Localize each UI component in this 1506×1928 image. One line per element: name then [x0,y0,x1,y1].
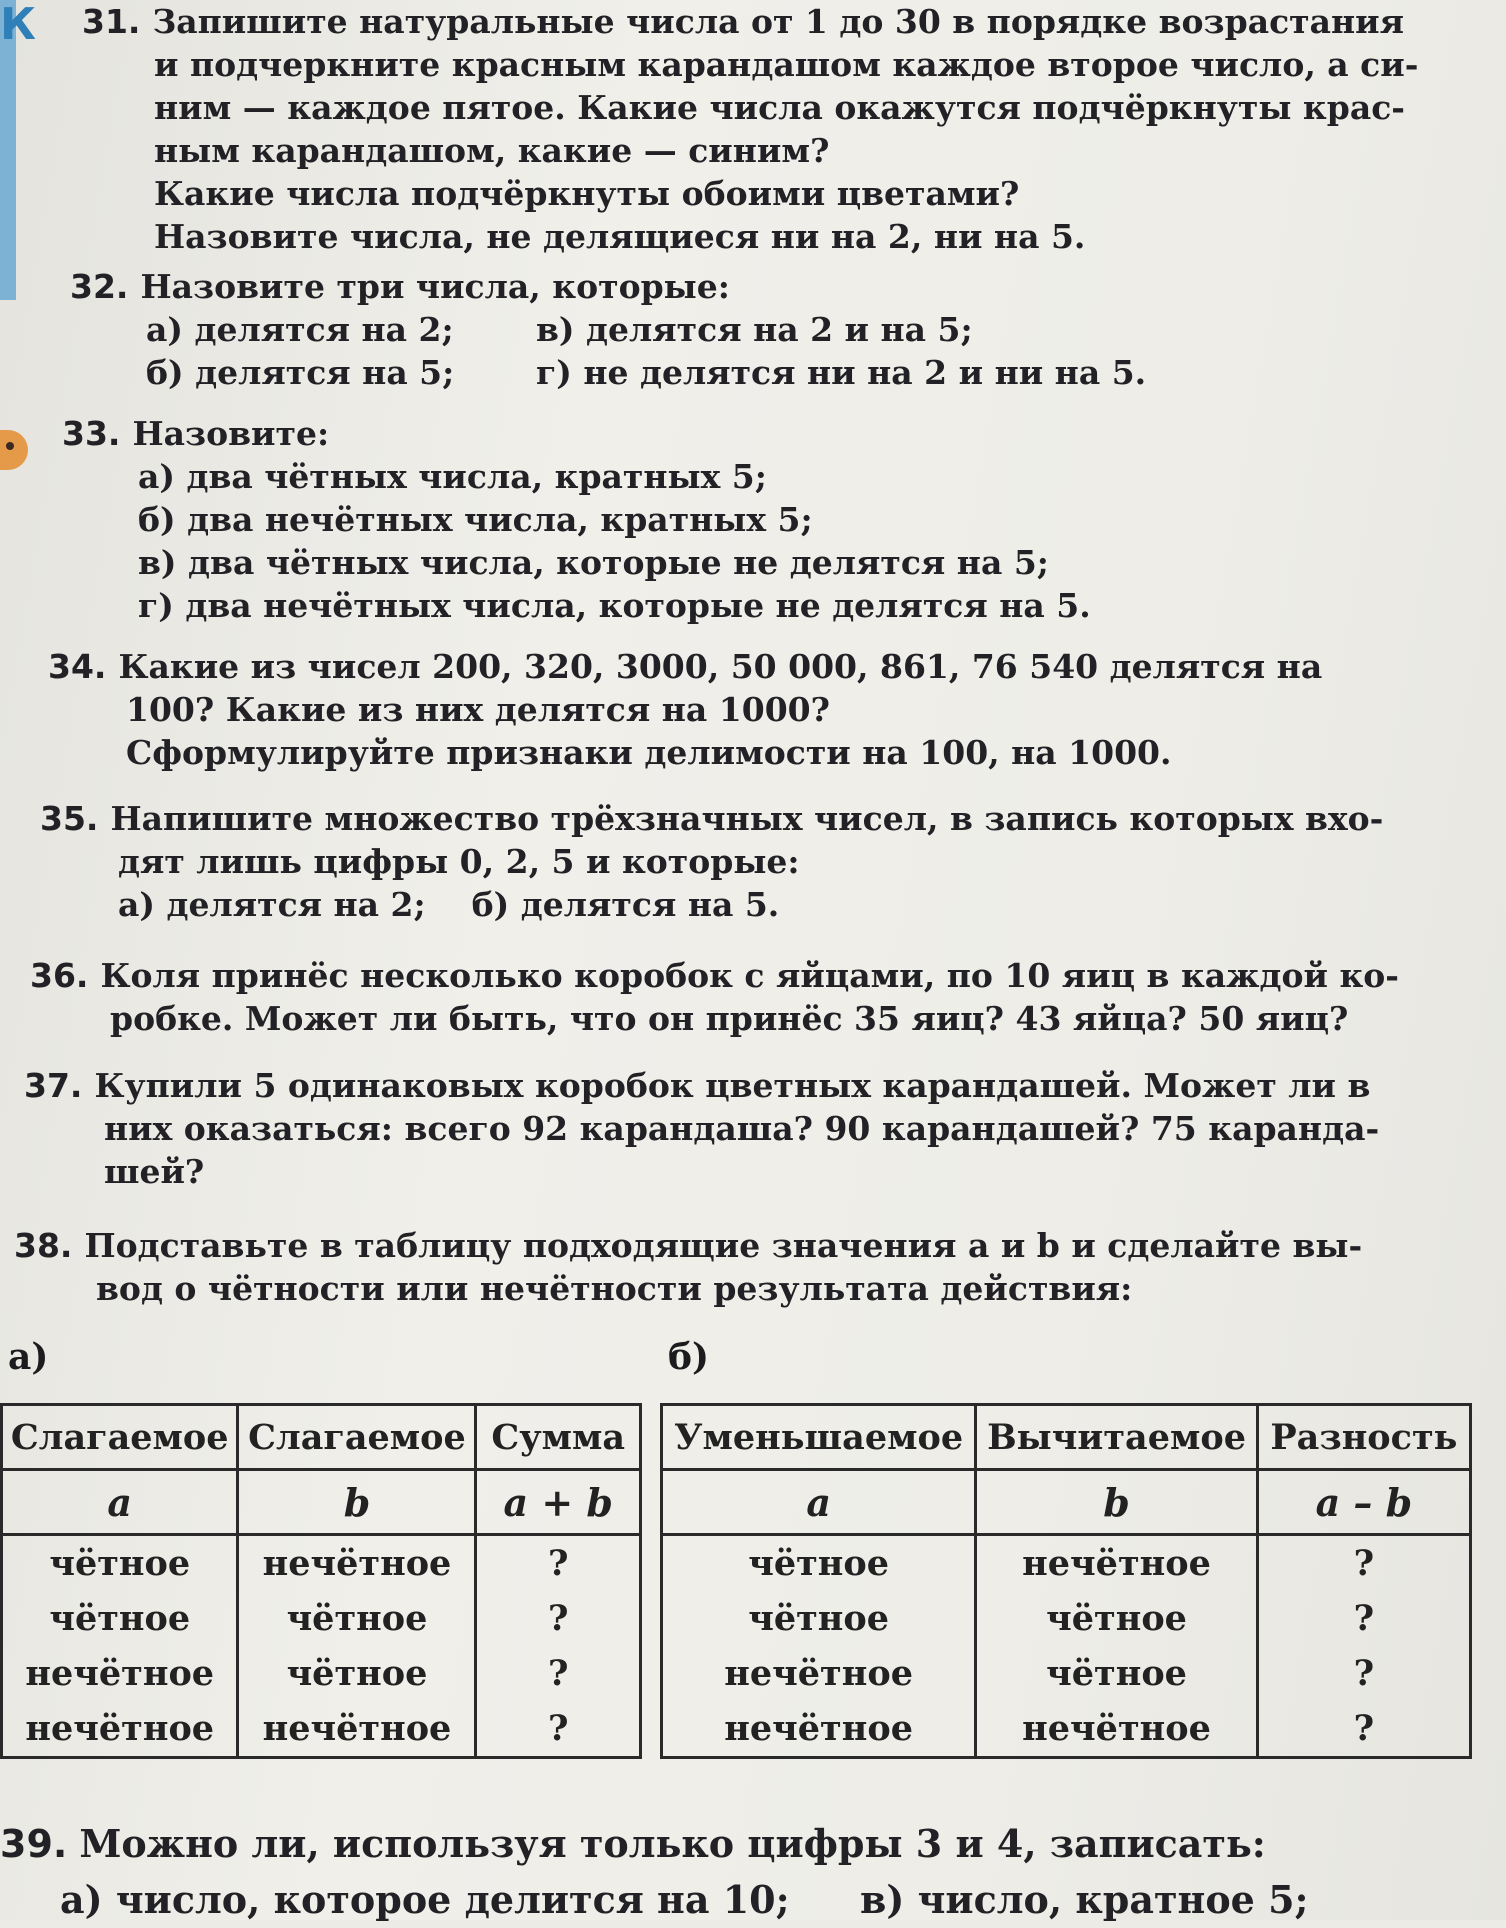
problem-35: 35. Напишите множество трёхзначных чисел, в запись которых вхо- дят лишь цифры 0, 2, 5 и которые: а) делятся на 2; б) делятся на 5. [40,799,1384,924]
table-cell: ? [1353,1708,1375,1749]
table-variable: a [662,1470,976,1535]
problem-number: 38. [14,1226,73,1265]
problem-31: 31. Запишите натуральные числа от 1 до 30 в порядке возрастания и подчеркните красным карандашом каждое второе число, а си- ним — каждое пятое. Какие числа окажутся подчёркнуты крас- ным карандашом, какие — синим? Какие числа подчёркнуты обоими цветами? Назовите числа, не делящиеся ни на 2, ни на 5. [82,2,1419,256]
table-variable: a – b [1257,1470,1470,1535]
problem-37: 37. Купили 5 одинаковых коробок цветных карандашей. Может ли в них оказаться: всего 92 карандаша? 90 карандашей? 75 каранда- шей? [24,1066,1380,1191]
answer-options: а) делятся на 2; в) делятся на 2 и на 5; б) делятся на 5; г) не делятся ни на 2 и ни на 5. [146,310,1147,392]
table-cell: ? [1353,1653,1375,1694]
table-cell: нечётное [25,1653,215,1694]
table-header: Слагаемое [2,1405,238,1470]
table-cell: чётное [286,1653,428,1694]
table-header: Слагаемое [238,1405,476,1470]
table-cell: ? [547,1543,569,1584]
table-cell: ? [1353,1543,1375,1584]
table-variable: a + b [476,1470,641,1535]
problem-36: 36. Коля принёс несколько коробок с яйцами, по 10 яиц в каждой ко- робке. Может ли быть, что он принёс 35 яиц? 43 яйца? 50 яиц? [30,956,1399,1038]
table-cell: ? [547,1653,569,1694]
table-cell: чётное [748,1598,890,1639]
table-cell: нечётное [724,1653,913,1694]
table-cell: чётное [1046,1598,1187,1639]
table-cell: ? [547,1598,569,1639]
table-b-label: б) [668,1336,710,1378]
table-column [2,1535,238,1758]
table-cell: чётное [286,1598,428,1639]
table-column [238,1535,476,1758]
problem-34: 34. Какие из чисел 200, 320, 3000, 50 000, 861, 76 540 делятся на 100? Какие из них делятся на 1000? Сформулируйте признаки делимости на 100, на 1000. [48,647,1323,772]
table-header: Уменьшаемое [662,1405,976,1470]
problem-number: 31. [82,2,141,41]
table-a-label: а) [8,1336,49,1378]
answer-options: а) число, которое делится на 10; в) число, кратное 5; [60,1877,1309,1922]
table-column [476,1535,641,1758]
problem-39: 39. Можно ли, используя только цифры 3 и 4, записать: а) число, которое делится на 10; в) число, кратное 5; [0,1816,1480,1928]
table-difference [660,1403,1472,1759]
problem-number: 32. [70,267,129,306]
table-variable: b [976,1470,1258,1535]
table-column [976,1535,1258,1758]
table-cell: ? [547,1708,569,1749]
problem-number: 35. [40,799,99,838]
problem-32: 32. Назовите три числа, которые: а) делятся на 2; в) делятся на 2 и на 5; б) делятся на 5; г) не делятся ни на 2 и ни на 5. [70,265,1470,394]
table-cell: чётное [49,1543,191,1584]
problem-number: 36. [30,956,89,995]
table-cell: чётное [49,1598,191,1639]
table-header: Вычитаемое [976,1405,1258,1470]
problem-number: 37. [24,1066,83,1105]
table-cell: нечётное [1022,1543,1211,1584]
table-cell: чётное [1046,1653,1187,1694]
table-sum [0,1403,642,1759]
table-variable: a [2,1470,238,1535]
problem-number: 33. [62,414,121,453]
problem-33: 33. Назовите: а) два чётных числа, кратных 5; б) два нечётных числа, кратных 5; в) два чётных числа, которые не делятся на 5; г) два нечётных числа, которые не делятся на 5. [62,414,1091,625]
table-cell: нечётное [262,1708,452,1749]
problem-number: 34. [48,647,107,686]
table-header: Сумма [476,1405,641,1470]
table-variable: b [238,1470,476,1535]
table-column [1257,1535,1470,1758]
table-cell: нечётное [262,1543,452,1584]
table-cell: нечётное [25,1708,215,1749]
side-marker: К [0,0,36,50]
table-cell: ? [1353,1598,1375,1639]
table-cell: чётное [748,1543,890,1584]
table-header: Разность [1257,1405,1470,1470]
table-cell: нечётное [1022,1708,1211,1749]
mascot-icon [0,430,28,470]
problem-number: 39. [0,1822,68,1866]
table-cell: нечётное [724,1708,913,1749]
problem-38: 38. Подставьте в таблицу подходящие значения a и b и сделайте вы- вод о чётности или нечётности результата действия: [14,1226,1363,1308]
table-column [662,1535,976,1758]
